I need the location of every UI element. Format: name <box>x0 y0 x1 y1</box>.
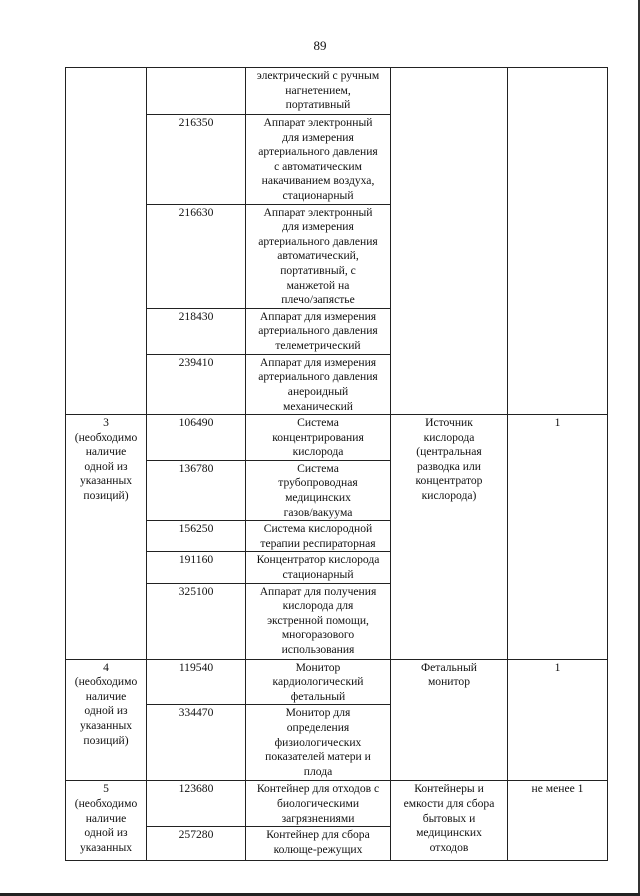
name-cell: Аппарат для измерения артериального давления телеметрический <box>246 308 391 354</box>
code-cell: 191160 <box>147 552 246 583</box>
name-cell: Контейнер для сбора колюще-режущих <box>246 827 391 861</box>
table-row <box>66 415 608 461</box>
name-cell: Аппарат для получения кислорода для экстренной помощи, многоразового использования <box>246 583 391 659</box>
code-cell: 119540 <box>147 659 246 705</box>
code-cell: 106490 <box>147 415 246 461</box>
name-cell: Контейнер для отходов с биологическими загрязнениями <box>246 781 391 827</box>
quantity-cell: не менее 1 <box>508 781 608 861</box>
equipment-table <box>65 67 608 861</box>
name-cell: Концентратор кислорода стационарный <box>246 552 391 583</box>
code-cell <box>147 68 246 115</box>
table-row <box>66 781 608 827</box>
group-number-cell: 5 (необходимо наличие одной из указанных <box>66 781 147 861</box>
group-number-cell <box>66 68 147 415</box>
table-row <box>66 68 608 115</box>
table-row <box>66 659 608 705</box>
code-cell: 257280 <box>147 827 246 861</box>
group-number-cell: 4 (необходимо наличие одной из указанных позиций) <box>66 659 147 781</box>
quantity-cell <box>508 68 608 415</box>
name-cell: Аппарат для измерения артериального давления анероидный механический <box>246 354 391 414</box>
description-cell: Источник кислорода (центральная разводка или концентратор кислорода) <box>391 415 508 660</box>
code-cell: 216350 <box>147 115 246 205</box>
code-cell: 216630 <box>147 204 246 308</box>
group-number-cell: 3 (необходимо наличие одной из указанных позиций) <box>66 415 147 660</box>
quantity-cell: 1 <box>508 659 608 781</box>
name-cell: Система кислородной терапии респираторная <box>246 521 391 552</box>
name-cell: Система трубопроводная медицинских газов/вакуума <box>246 460 391 520</box>
code-cell: 325100 <box>147 583 246 659</box>
name-cell: Система концентрирования кислорода <box>246 415 391 461</box>
description-cell: Фетальный монитор <box>391 659 508 781</box>
name-cell: электрический с ручным нагнетением, портативный <box>246 68 391 115</box>
name-cell: Аппарат электронный для измерения артериального давления автоматический, портативный, с манжетой на плечо/запястье <box>246 204 391 308</box>
page-number: 89 <box>313 38 327 53</box>
code-cell: 156250 <box>147 521 246 552</box>
description-cell: Контейнеры и емкости для сбора бытовых и медицинских отходов <box>391 781 508 861</box>
name-cell: Монитор кардиологический фетальный <box>246 659 391 705</box>
description-cell <box>391 68 508 415</box>
code-cell: 239410 <box>147 354 246 414</box>
name-cell: Монитор для определения физиологических показателей матери и плода <box>246 705 391 781</box>
code-cell: 334470 <box>147 705 246 781</box>
code-cell: 123680 <box>147 781 246 827</box>
code-cell: 136780 <box>147 460 246 520</box>
name-cell: Аппарат электронный для измерения артериального давления с автоматическим накачиванием воздуха, стационарный <box>246 115 391 205</box>
code-cell: 218430 <box>147 308 246 354</box>
quantity-cell: 1 <box>508 415 608 660</box>
